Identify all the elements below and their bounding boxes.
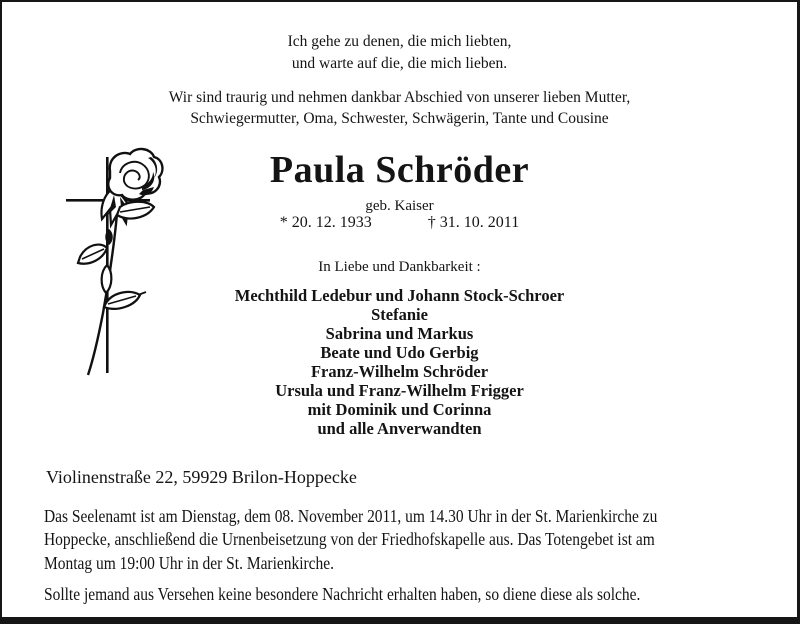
service-line-2: Hoppecke, anschließend die Urnenbeisetzung von der Friedhofskapelle aus. Das Totengebet ist am: [44, 529, 655, 550]
address-line: Violinenstraße 22, 59929 Brilon-Hoppecke: [46, 467, 357, 487]
mourners-list: [2, 286, 797, 438]
closing-note: Sollte jemand aus Versehen keine besondere Nachricht erhalten haben, so diene diese als solche.: [44, 584, 641, 604]
intro-line-2: Schwiegermutter, Oma, Schwester, Schwägerin, Tante und Cousine: [190, 110, 609, 127]
mourner-line: Franz-Wilhelm Schröder: [310, 362, 489, 381]
birth-date: * 20. 12. 1933: [279, 214, 372, 231]
memorial-quote: [2, 31, 797, 75]
intro-text: [2, 87, 797, 129]
service-line-1: Das Seelenamt ist am Dienstag, dem 08. November 2011, um 14.30 Uhr in der St. Marienkirche zu: [44, 506, 658, 526]
dedication-line: In Liebe und Dankbarkeit :: [318, 259, 481, 275]
mourner-line: Mechthild Ledebur und Johann Stock-Schroer: [234, 286, 565, 305]
intro-line-1: Wir sind traurig und nehmen dankbar Abschied von unserer lieben Mutter,: [168, 89, 631, 106]
service-details: [44, 505, 657, 575]
mourner-line: mit Dominik und Corinna: [307, 400, 492, 419]
maiden-name: geb. Kaiser: [365, 198, 434, 214]
quote-line-2: und warte auf die, die mich lieben.: [291, 55, 508, 72]
mourner-line: Stefanie: [371, 305, 428, 324]
service-line-3: Montag um 19:00 Uhr in der St. Marienkirche.: [44, 552, 335, 573]
mourner-line: Beate und Udo Gerbig: [320, 343, 479, 362]
mourner-line: Sabrina und Markus: [325, 324, 474, 343]
quote-line-1: Ich gehe zu denen, die mich liebten,: [287, 33, 512, 50]
mourner-line: und alle Anverwandten: [317, 419, 482, 438]
mourner-line: Ursula und Franz-Wilhelm Frigger: [275, 381, 524, 400]
deceased-name: Paula Schröder: [269, 149, 530, 191]
death-date: † 31. 10. 2011: [427, 214, 520, 231]
life-dates: [2, 214, 797, 232]
